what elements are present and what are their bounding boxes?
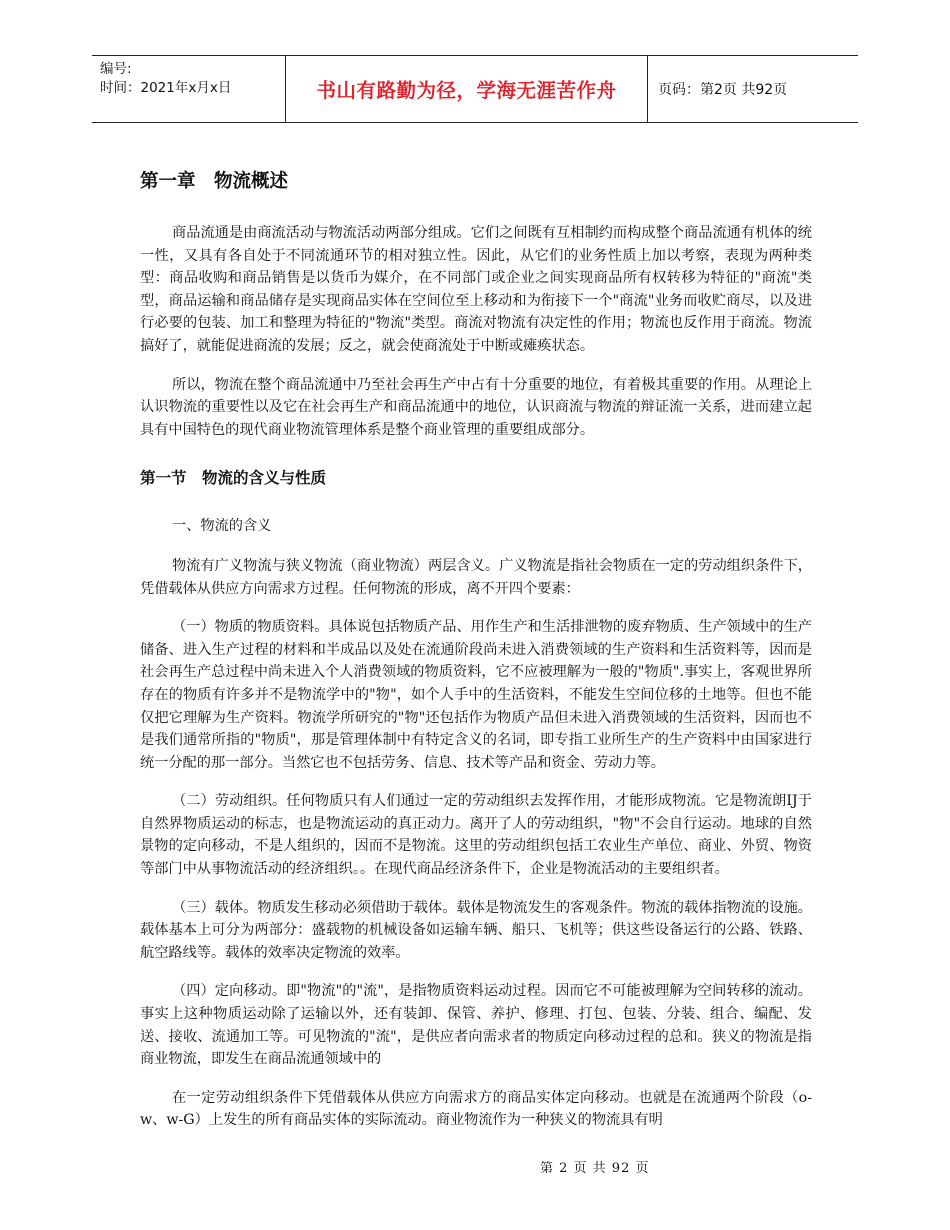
header-motto: 书山有路勤为径，学海无涯苦作舟 — [316, 79, 617, 102]
paragraph: （四）定向移动。即"物流"的"流"，是指物质资料运动过程。因而它不可能被理解为空间转移的流动。事实上这种物质运动除了运输以外，还有装卸、保管、养护、修理、打包、包装、分装、组合、编配、发送、接收、流通加工等。可见物流的"流"，是供应者向需求者的物质定向移动过程的总和。狭义的物流是指商业物流，即发生在商品流通领域中的 — [140, 983, 812, 1068]
page-header — [92, 55, 858, 123]
subheading: 一、物流的含义 — [172, 518, 272, 535]
document-number-label: 编号: — [100, 61, 132, 77]
document-body — [140, 168, 812, 1148]
paragraph: 所以，物流在整个商品流通中乃至社会再生产中占有十分重要的地位，有着极其重要的作用。从理论上认识物流的重要性以及它在社会再生产和商品流通中的地位，认识商流与物流的辩证流一关系，进而建立起具有中国特色的现代商业物流管理体系是整个商业管理的重要组成部分。 — [140, 376, 812, 438]
page-footer: 第 2 页 共 92 页 — [540, 1161, 650, 1176]
chapter-title: 第一章 物流概述 — [140, 171, 289, 192]
paragraph: 物流有广义物流与狭义物流（商业物流）两层含义。广义物流是指社会物质在一定的劳动组织条件下，凭借载体从供应方向需求方过程。任何物流的形成，离不开四个要素： — [140, 557, 812, 597]
document-time-label: 时间：2021年x月x日 — [100, 80, 232, 96]
header-page-code: 页码：第2页 共92页 — [658, 82, 788, 98]
paragraph: 商品流通是由商流活动与物流活动两部分组成。它们之间既有互相制约而构成整个商品流通有机体的统一性，又具有各自处于不同流通环节的相对独立性。因此，从它们的业务性质上加以考察，表现为两种类型：商品收购和商品销售是以货币为媒介，在不同部门或企业之间实现商品所有权转移为特征的"商流"类型，商品运输和商品储存是实现商品实体在空间位至上移动和为衔接下一个"商流"业务而收贮商尽，以及进行必要的包装、加工和整理为特征的"物流"类型。商流对物流有决定性的作用；物流也反作用于商流。物流搞好了，就能促进商流的发展；反之，就会使商流处于中断或瘫痪状态。 — [140, 225, 812, 354]
paragraph: （二）劳动组织。任何物质只有人们通过一定的劳动组织去发挥作用，才能形成物流。它是物流朗IJ于自然界物质运动的标志，也是物流运动的真正动力。离开了人的劳动组织，"物"不会自行运动。地球的自然景物的定向移动，不是人组织的，因而不是物流。这里的劳动组织包括工农业生产单位、商业、外贸、物资等部门中从事物流活动的经济组织。。在现代商品经济条件下，企业是物流活动的主要组织者。 — [140, 793, 812, 878]
section-title: 第一节 物流的含义与性质 — [140, 469, 327, 488]
paragraph: （一）物质的物质资料。具体说包括物质产品、用作生产和生活排泄物的废弃物质、生产领域中的生产储备、进入生产过程的材料和半成品以及处在流通阶段尚未进入消费领域的生产资料和生活资料等，因而是社会再生产总过程中尚未进入个人消费领域的物质资料，它不应被理解为一般的"物质".事实上，客观世界所存在的物质有许多并不是物流学中的"物"，如个人手中的生活资料，不能发生空间位移的土地等。但也不能仅把它理解为生产资料。物流学所研究的"物"还包括作为物质产品但未进入消费领域的生活资料，因而也不是我们通常所指的"物质"，那是管理体制中有特定含义的名词，即专指工业所生产的生产资料中由国家进行统一分配的那一部分。当然它也不包括劳务、信息、技术等产品和资金、劳动力等。 — [140, 619, 812, 771]
paragraph: 在一定劳动组织条件下凭借载体从供应方向需求方的商品实体定向移动。也就是在流通两个阶段（o-w、w-G）上发生的所有商品实体的实际流动。商业物流作为一种狭义的物流具有明 — [140, 1089, 812, 1129]
header-meta — [100, 60, 285, 98]
paragraph: （三）载体。物质发生移动必须借助于载体。载体是物流发生的客观条件。物流的载体指物流的设施。载体基本上可分为两部分：盛载物的机械设备如运输车辆、船只、飞机等；供这些设备运行的公路、铁路、航空路线等。载体的效率决定物流的效率。 — [140, 899, 812, 961]
